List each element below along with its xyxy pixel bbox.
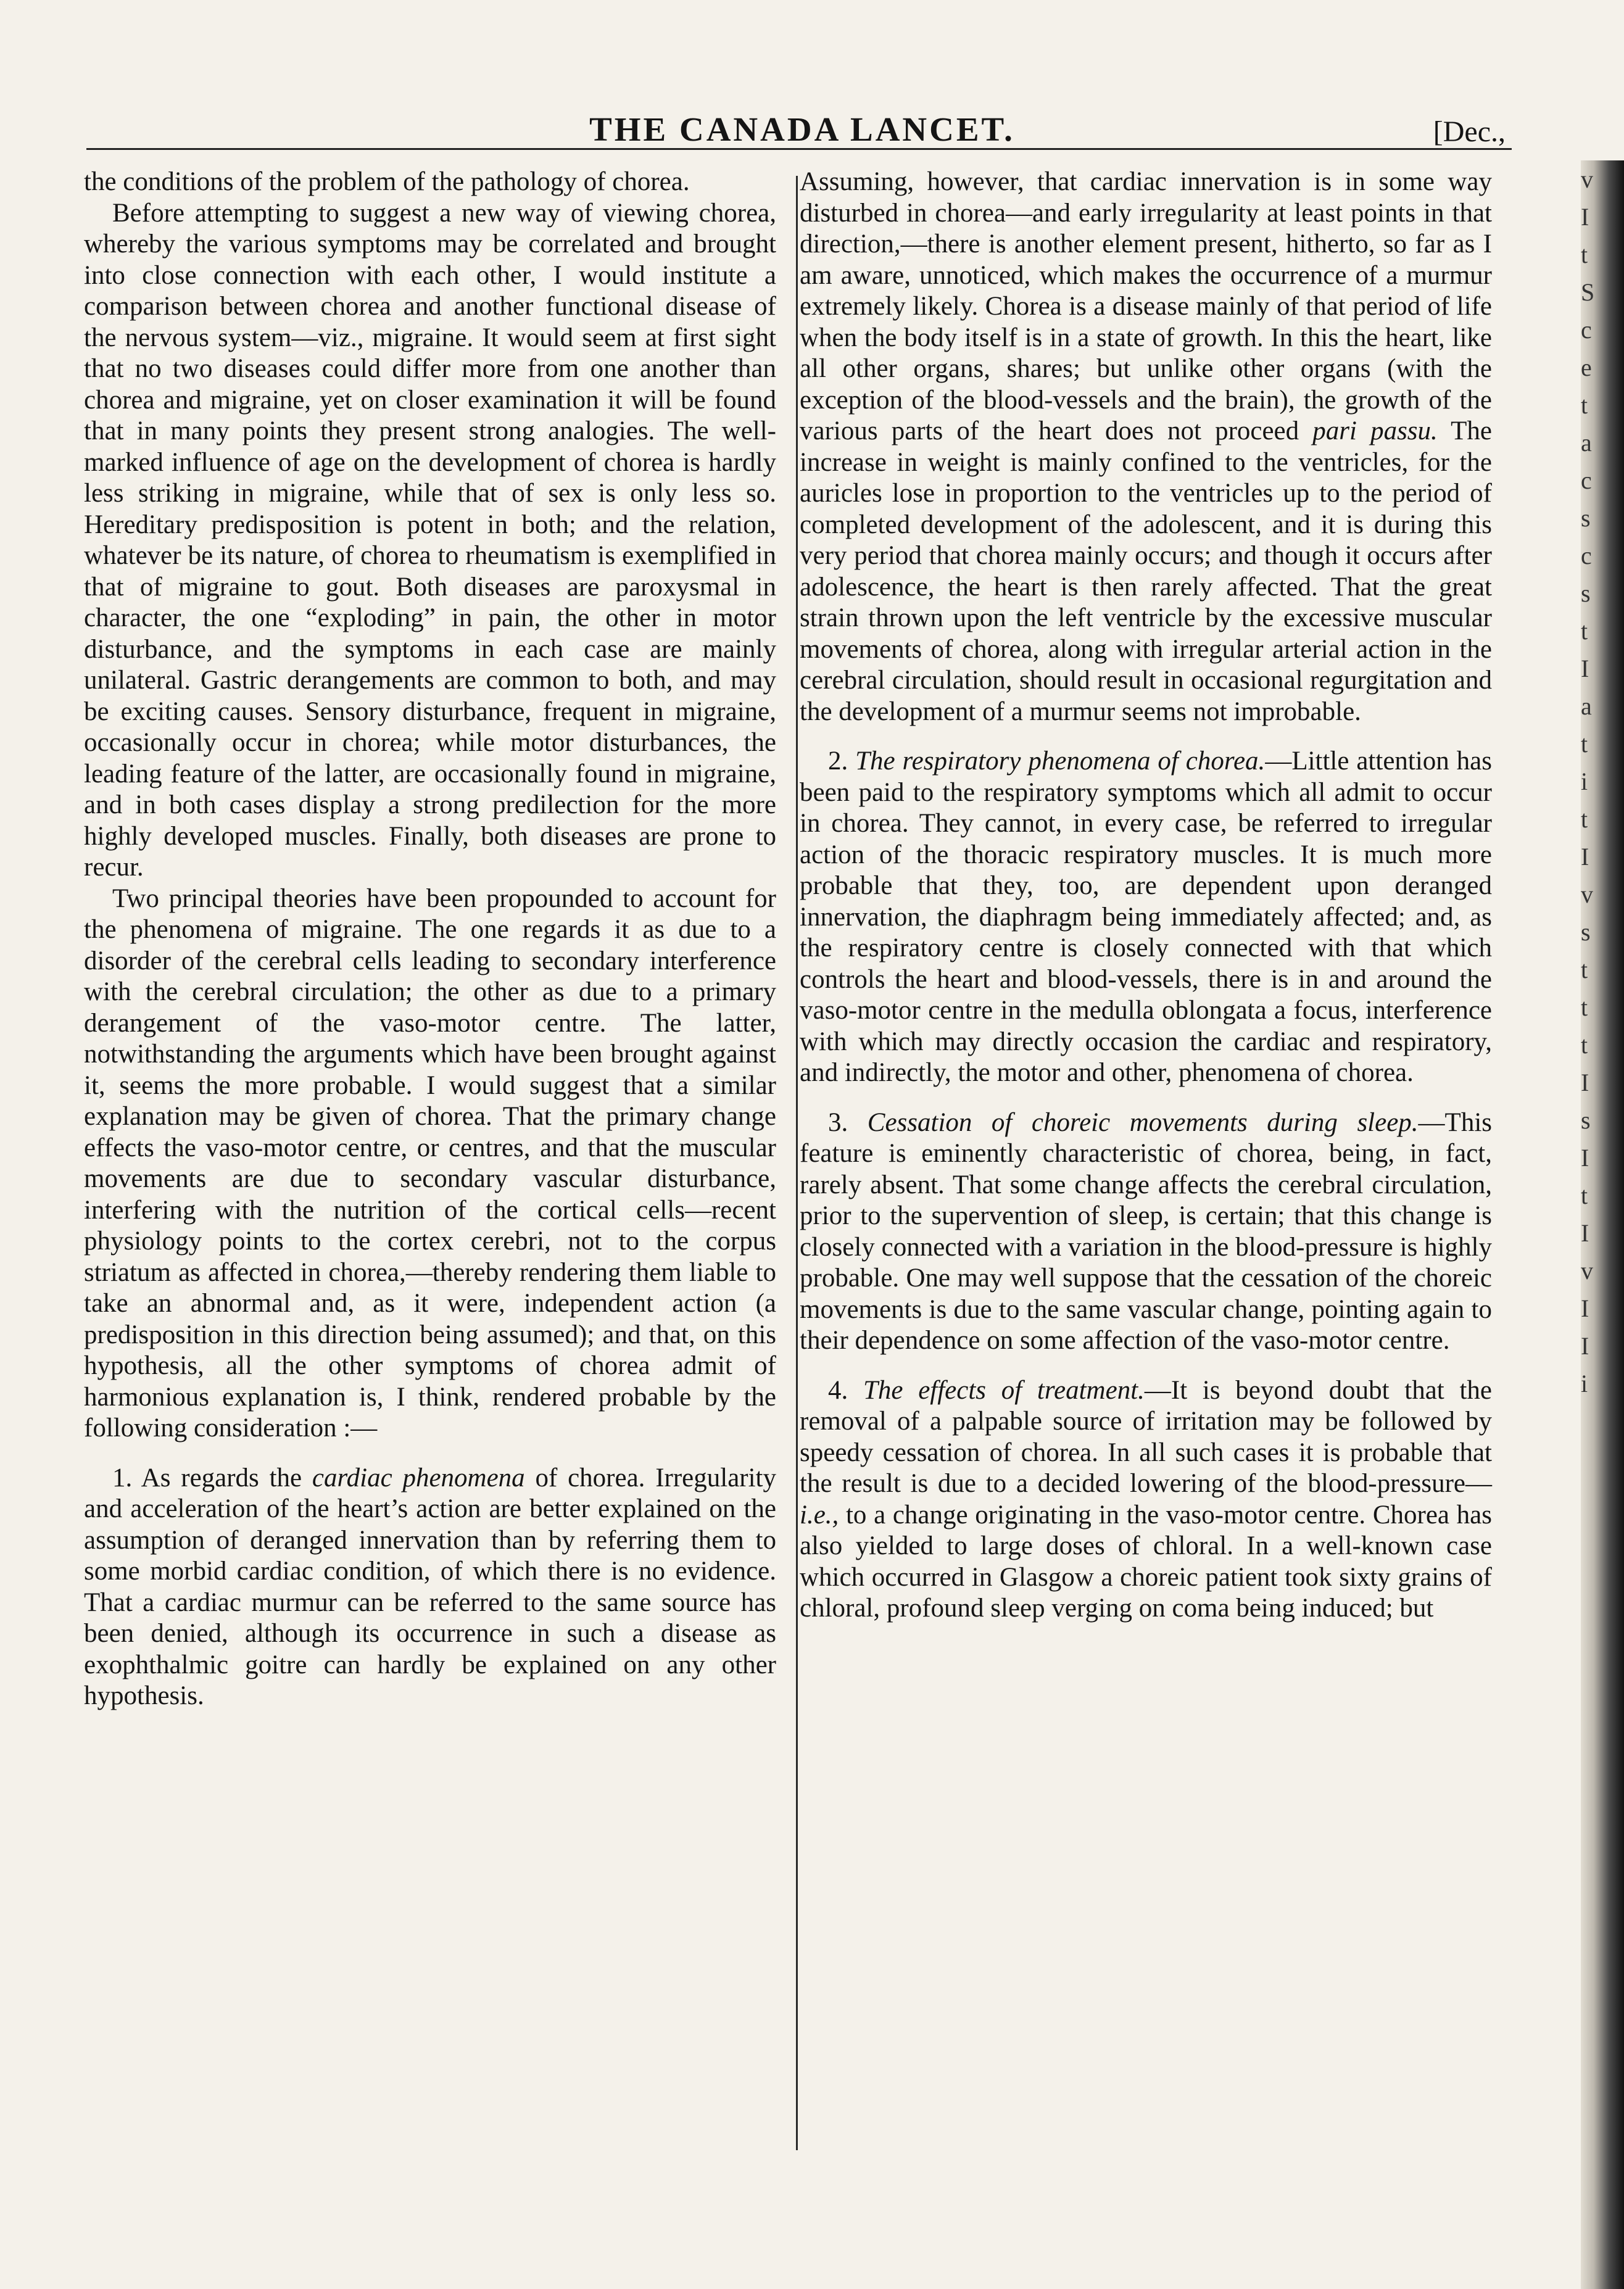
next-page-letter: t xyxy=(1581,391,1588,419)
next-page-letter: s xyxy=(1581,1106,1591,1134)
next-page-letter: s xyxy=(1581,579,1591,607)
next-page-letter: s xyxy=(1581,504,1591,532)
issue-date: [Dec., xyxy=(1433,115,1506,148)
next-page-letter: t xyxy=(1581,730,1588,758)
heading-cessation-during-sleep: Cessation of choreic movements during sleep. xyxy=(867,1107,1419,1137)
next-page-letter: v xyxy=(1581,880,1593,908)
next-page-letter: a xyxy=(1581,429,1592,457)
heading-cardiac-phenomena: cardiac phenomena xyxy=(312,1463,525,1492)
next-page-edge xyxy=(1580,160,1624,2289)
paragraph: Two principal theories have been propounded to account for the phenomena of migraine. The one regards it as due to a disorder of the cerebral cells leading to secondary interference with the cerebral circulation; the other as due to a primary derangement of the vaso-motor centre. The latter, notwithstanding the arguments which have been brought against it, seems the more probable. I would suggest that a similar explanation may be given of chorea. That the primary change effects the vaso-motor centre, or centres, and that the muscular movements are due to secondary vascular disturbance, interfering with the nutrition of the cortical cells—recent physiology points to the cortex cerebri, not to the corpus striatum as affected in chorea,—thereby rendering them liable to take an abnormal and, as it were, independent action (a predisposition in this direction being assumed); and that, on this hypothesis, all the other symptoms of chorea admit of harmonious explanation is, I think, rendered probable by the following consideration :— xyxy=(84,884,776,1443)
paragraph: Assuming, however, that cardiac innervation is in some way disturbed in chorea—and early irregularity at least points in that direction,—there is another element present, hitherto, so far as I am aware, unnoticed, which makes the occurrence of a murmur extremely likely. Chorea is a disease mainly of that period of life when the body itself is in a state of growth. In this the heart, like all other organs, shares; but unlike other organs (with the exception of the blood-vessels and the brain), the growth of the various parts of the heart does not proceed pari passu. The increase in weight is mainly confined to the ventricles, for the auricles lose in proportion to the ventricles up to the period of completed development of the adolescent, and it is during this very period that chorea mainly occurs; and though it occurs after adolescence, the heart is then rarely affected. That the great strain thrown upon the left ventricle by the excessive muscular movements of chorea, along with irregular arterial action in the cerebral circulation, should result in occasional regurgitation and the development of a murmur seems not improbable. xyxy=(800,167,1492,726)
next-page-letter: c xyxy=(1581,316,1592,344)
next-page-letter: t xyxy=(1581,956,1588,983)
paragraph-treatment: 4. The effects of treatment.—It is beyond doubt that the removal of a palpable source of irritation may be followed by speedy cessation of chorea. In all such cases it is probable that the result is due to a decided lowering of the blood-pressure—i.e., to a change originating in the vaso-motor centre. Chorea has also yielded to large doses of chloral. In a well-known case which occurred in Glasgow a choreic patient took sixty grains of chloral, profound sleep verging on coma being induced; but xyxy=(800,1375,1493,1623)
right-column xyxy=(800,167,1492,1625)
next-page-letter: t xyxy=(1581,993,1588,1021)
next-page-letter: c xyxy=(1581,466,1592,494)
next-page-letter: t xyxy=(1581,241,1588,268)
running-header xyxy=(86,110,1518,159)
next-page-letter: I xyxy=(1581,1219,1589,1247)
paragraph: the conditions of the problem of the pathology of chorea. xyxy=(84,167,690,196)
next-page-letter: I xyxy=(1581,1294,1589,1322)
next-page-letter: i xyxy=(1581,768,1588,795)
latin-phrase: pari passu. xyxy=(1312,416,1438,445)
paragraph-cardiac: 1. As regards the cardiac phenomena of chorea. Irregularity and acceleration of the heart’s action are better explained on the assumption of deranged innervation than by referring them to some morbid cardiac condition, of which there is no evidence. That a cardiac murmur can be referred to the same source has been denied, although its occurrence in such a disease as exophthalmic goitre can hardly be explained on any other hypothesis. xyxy=(84,1463,776,1710)
journal-title: THE CANADA LANCET. xyxy=(589,110,1015,148)
next-page-letter: I xyxy=(1581,655,1589,682)
next-page-letter: t xyxy=(1581,1031,1588,1059)
heading-effects-of-treatment: The effects of treatment. xyxy=(863,1375,1145,1405)
next-page-letters xyxy=(1581,160,1598,1402)
next-page-letter: S xyxy=(1581,278,1595,306)
next-page-letter: I xyxy=(1581,843,1589,871)
next-page-letter: I xyxy=(1581,1332,1589,1360)
next-page-letter: I xyxy=(1581,203,1589,231)
next-page-letter: a xyxy=(1581,692,1592,720)
next-page-letter: i xyxy=(1581,1370,1588,1397)
paragraph-respiratory: 2. The respiratory phenomena of chorea.—Little attention has been paid to the respiratory symptoms which all admit to occur in chorea. They cannot, in every case, be referred to irregular action of the thoracic respiratory muscles. It is much more probable that they, too, are dependent upon deranged innervation, the diaphragm being immediately affected; and, as the respiratory centre is closely connected with that which controls the heart and blood-vessels, there is in and around the vaso-motor centre in the medulla oblongata a focus, interference with which may directly occasion the cardiac and respiratory, and indirectly, the motor and other, phenomena of chorea. xyxy=(800,747,1492,1087)
left-column xyxy=(84,167,776,1712)
next-page-letter: I xyxy=(1581,1069,1589,1096)
next-page-letter: e xyxy=(1581,354,1592,381)
next-page-letter: v xyxy=(1581,1257,1593,1285)
next-page-letter: v xyxy=(1581,165,1593,193)
next-page-letter: s xyxy=(1581,918,1591,946)
paragraph: Before attempting to suggest a new way of viewing chorea, whereby the various symptoms may be correlated and brought into close connection with each other, I would institute a comparison between chorea and another functional disease of the nervous system—viz., migraine. It would seem at first sight that no two diseases could differ more from one another than chorea and migraine, yet on closer examination it will be found that in many points they present strong analogies. The well-marked influence of age on the development of chorea is hardly less striking in migraine, while that of sex is only less so. Hereditary predisposition is potent in both; and the relation, whatever be its nature, of chorea to rheumatism is exemplified in that of migraine to gout. Both diseases are paroxysmal in character, the one “exploding” in pain, the other in motor disturbance, and the symptoms in each case are mainly unilateral. Gastric derangements are common to both, and may be exciting causes. Sensory disturbance, frequent in migraine, occasionally occur in chorea; while motor disturbances, the leading feature of the latter, are occasionally found in migraine, and in both cases display a strong predilection for the more highly developed muscles. Finally, both diseases are prone to recur. xyxy=(84,198,776,882)
paragraph-sleep: 3. Cessation of choreic movements during sleep.—This feature is eminently characteristic of chorea, being, in fact, rarely absent. That some change affects the cerebral circulation, prior to the supervention of sleep, is certain; that this change is closely connected with a variation in the blood-pressure is highly probable. One may well suppose that the cessation of the choreic movements is due to the same vascular change, pointing again to their dependence on some affection of the vaso-motor centre. xyxy=(800,1107,1492,1355)
next-page-letter: I xyxy=(1581,1144,1589,1172)
next-page-letter: t xyxy=(1581,805,1588,833)
next-page-letter: t xyxy=(1581,1182,1588,1209)
heading-respiratory-phenomena: The respiratory phenomena of chorea. xyxy=(855,747,1266,776)
next-page-letter: c xyxy=(1581,542,1592,569)
next-page-letter: t xyxy=(1581,617,1588,645)
column-divider xyxy=(796,176,798,2150)
header-rule xyxy=(86,148,1512,150)
